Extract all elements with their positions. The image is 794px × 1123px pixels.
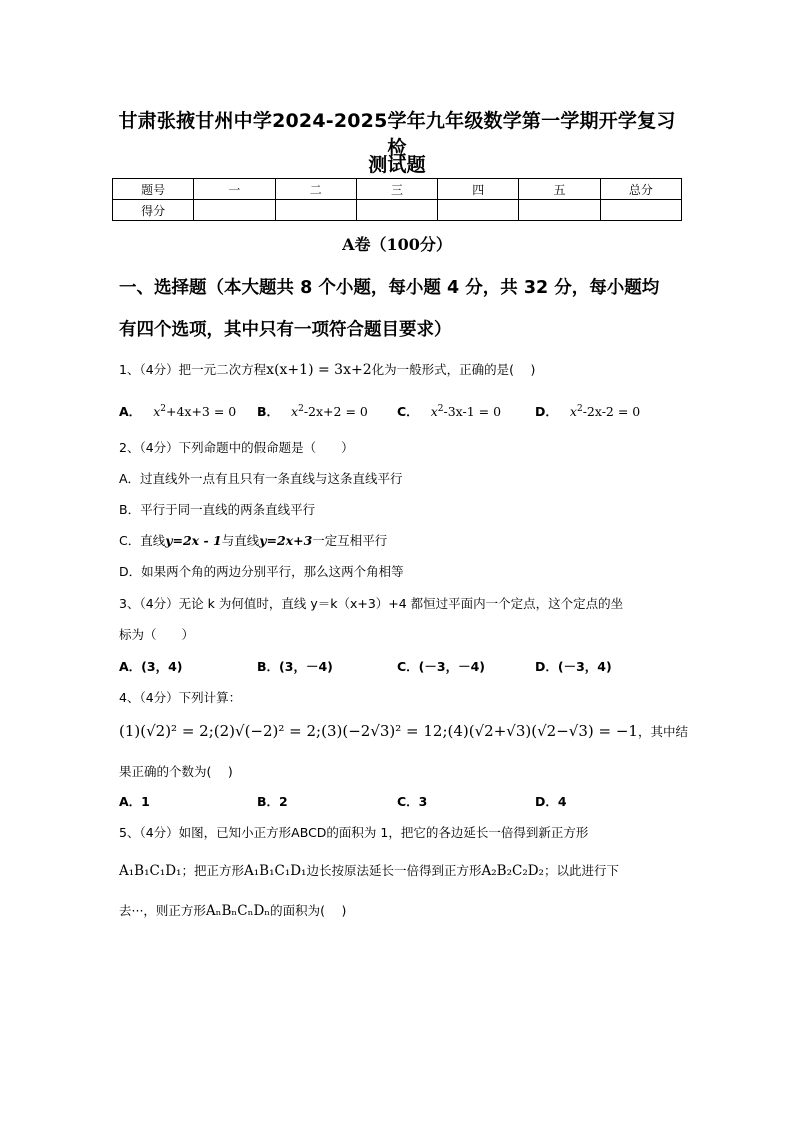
q1-option-d[interactable]: D． $x^2-2x-2 = 0$ [535, 403, 641, 419]
q1-prefix: 1、（4分）把一元二次方程 [119, 362, 267, 377]
volume-title: A卷（100分） [342, 235, 452, 254]
score-input-cell[interactable] [275, 200, 356, 221]
exam-title-line1: 甘肃张掖甘州中学2024-2025学年九年级数学第一学期开学复习检 [118, 110, 676, 159]
score-table-score-row [113, 200, 682, 221]
q3-option-c[interactable]: C．(－3，－4) [397, 659, 485, 674]
q4-option-b[interactable]: B．2 [257, 794, 288, 809]
q1-suffix: 化为一般形式，正确的是( ) [371, 362, 536, 377]
q3-option-d[interactable]: D．(－3，4) [535, 659, 612, 674]
question-5-stem-line2: A₁B₁C₁D₁；把正方形A₁B₁C₁D₁边长按原法延长一倍得到正方形A₂B₂C₂D₂；以此进行下 [119, 863, 619, 879]
q2-option-b[interactable]: B．平行于同一直线的两条直线平行 [119, 502, 316, 517]
question-4-stem-line3: 果正确的个数为( ) [119, 764, 233, 779]
score-cell: 二 [275, 179, 356, 200]
score-input-cell[interactable] [194, 200, 275, 221]
question-5-stem-line1: 5、（4分）如图，已知小正方形ABCD的面积为 1，把它的各边延长一倍得到新正方形 [119, 825, 589, 840]
score-cell: 一 [194, 179, 275, 200]
q1-option-a[interactable]: A． $x^2+4x+3 = 0$ [119, 403, 237, 419]
question-3-stem-line2: 标为（ ） [119, 627, 195, 642]
q2-option-a[interactable]: A．过直线外一点有且只有一条直线与这条直线平行 [119, 471, 403, 486]
question-2-stem: 2、（4分）下列命题中的假命题是（ ） [119, 440, 354, 455]
q2-option-c[interactable]: C．直线y=2x - 1与直线y=2x+3一定互相平行 [119, 533, 388, 548]
score-cell: 四 [438, 179, 519, 200]
q4-option-c[interactable]: C．3 [397, 794, 428, 809]
q4-formula: (1)(√2)² = 2;(2)√(−2)² = 2;(3)(−2√3)² = 12;(4)(√2+√3)(√2−√3) = −1 [119, 722, 638, 740]
question-1-stem [119, 360, 535, 378]
question-4-stem: 4、（4分）下列计算： [119, 690, 242, 705]
q3-option-b[interactable]: B．(3，－4) [257, 659, 333, 674]
score-input-cell[interactable] [600, 200, 681, 221]
score-cell: 题号 [113, 179, 194, 200]
score-input-cell[interactable] [438, 200, 519, 221]
q3-option-a[interactable]: A．(3，4) [119, 659, 183, 674]
score-table-header-row [113, 179, 682, 200]
q4-option-d[interactable]: D．4 [535, 794, 567, 809]
exam-title-line2: 测试题 [368, 154, 426, 176]
question-5-stem-line3: 去···，则正方形AₙBₙCₙDₙ的面积为( ) [119, 903, 347, 919]
score-table [112, 178, 682, 221]
section-heading-line1: 一、选择题（本大题共 8 个小题，每小题 4 分，共 32 分，每小题均 [119, 278, 660, 298]
score-cell: 得分 [113, 200, 194, 221]
score-input-cell[interactable] [356, 200, 437, 221]
q4-formula-line [119, 722, 688, 740]
q1-option-b[interactable]: B． $x^2-2x+2 = 0$ [257, 403, 368, 419]
q1-equation: x(x+1) = 3x+2 [266, 362, 372, 378]
score-input-cell[interactable] [519, 200, 600, 221]
section-heading-line2: 有四个选项，其中只有一项符合题目要求） [119, 320, 452, 340]
score-cell: 总分 [600, 179, 681, 200]
q4-tail: ，其中结 [637, 724, 688, 739]
q1-option-c[interactable]: C． $x^2-3x-1 = 0$ [397, 403, 502, 419]
question-3-stem-line1: 3、（4分）无论 k 为何值时，直线 y＝k（x+3）+4 都恒过平面内一个定点，这个定点的坐 [119, 596, 624, 611]
score-cell: 五 [519, 179, 600, 200]
score-cell: 三 [356, 179, 437, 200]
q2-option-d[interactable]: D．如果两个角的两边分别平行，那么这两个角相等 [119, 564, 404, 579]
q4-option-a[interactable]: A．1 [119, 794, 150, 809]
